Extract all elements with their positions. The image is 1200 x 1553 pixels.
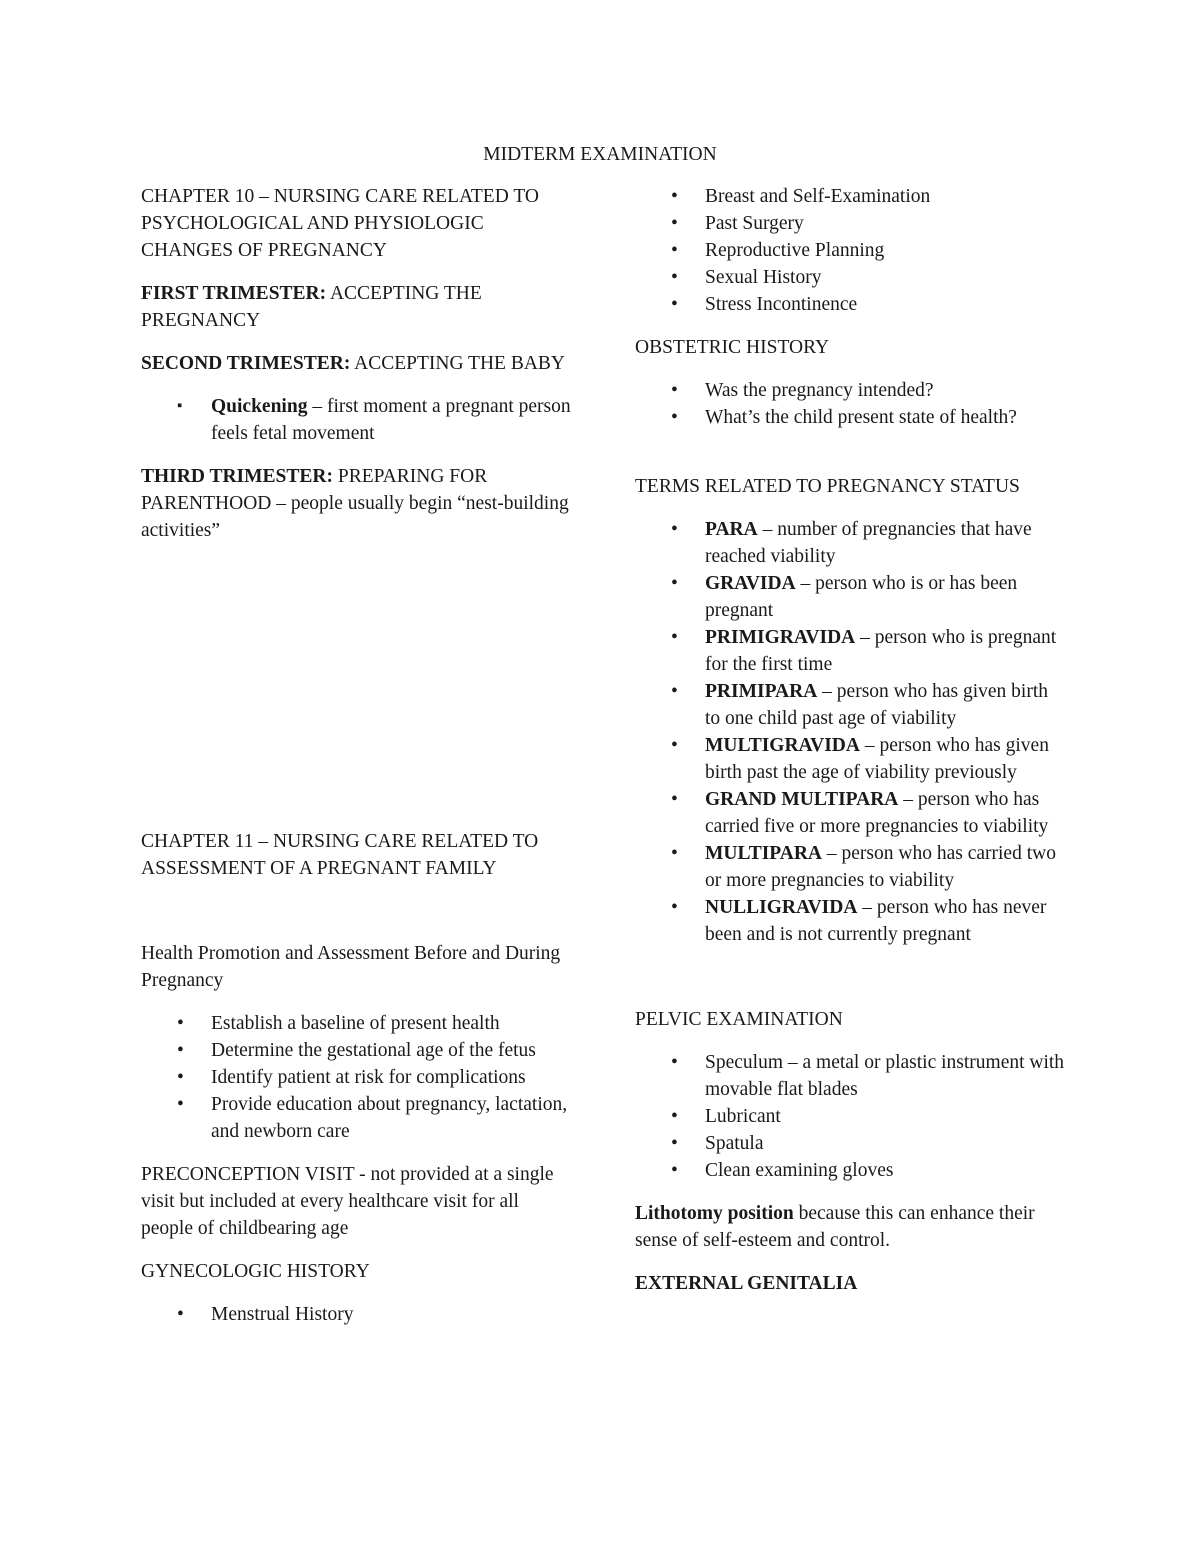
pelvic-examination-list [635,1049,1065,1184]
external-genitalia-heading: EXTERNAL GENITALIA [635,1273,858,1294]
bullet-icon: • [671,1106,678,1127]
first-trimester [141,280,571,334]
list-item: • Identify patient at risk for complications [141,1064,571,1091]
list-item: • MULTIGRAVIDA – person who has given birth past the age of viability previously [635,732,1065,786]
square-bullet-icon: ▪ [177,398,183,414]
quickening-term: Quickening [211,396,308,417]
bullet-icon: • [671,267,678,288]
bullet-icon: • [671,789,678,810]
gynecologic-history-heading: GYNECOLOGIC HISTORY [141,1261,370,1282]
bullet-icon: • [177,1094,184,1115]
bullet-icon: • [671,407,678,428]
list-item: • Speculum – a metal or plastic instrument with movable flat blades [635,1049,1065,1103]
right-column [635,183,1065,1297]
bullet-icon: • [671,240,678,261]
bullet-icon: • [671,186,678,207]
pelvic-examination-heading: PELVIC EXAMINATION [635,1009,843,1030]
list-item: • MULTIPARA – person who has carried two or more pregnancies to viability [635,840,1065,894]
bullet-icon: • [177,1040,184,1061]
list-item: • Was the pregnancy intended? [635,377,1065,404]
list-item: • NULLIGRAVIDA – person who has never been and is not currently pregnant [635,894,1065,948]
bullet-icon: • [671,897,678,918]
list-item: • PRIMIGRAVIDA – person who is pregnant for the first time [635,624,1065,678]
third-trimester-text: PREPARING FOR PARENTHOOD – people usually begin “nest-building activities” [141,466,569,541]
list-item: • Establish a baseline of present health [141,1010,571,1037]
list-item: • GRAVIDA – person who is or has been pregnant [635,570,1065,624]
second-trimester-label: SECOND TRIMESTER: [141,353,351,374]
list-item: • Stress Incontinence [635,291,1065,318]
list-item: • Sexual History [635,264,1065,291]
gynecologic-history-list-continued [635,183,1065,318]
obstetric-history-heading: OBSTETRIC HISTORY [635,337,830,358]
third-trimester-label: THIRD TRIMESTER: [141,466,333,487]
terms-heading: TERMS RELATED TO PREGNANCY STATUS [635,476,1020,497]
bullet-icon: • [671,573,678,594]
bullet-icon: • [671,843,678,864]
list-item: • What’s the child present state of health? [635,404,1065,431]
bullet-icon: • [671,1133,678,1154]
quickening-definition: – first moment a pregnant person feels fetal movement [211,396,571,444]
lithotomy-position [635,1200,1065,1254]
bullet-icon: • [671,735,678,756]
bullet-icon: • [177,1067,184,1088]
terms-list [635,516,1065,948]
bullet-icon: • [671,1052,678,1073]
health-promotion-list [141,1010,571,1145]
bullet-icon: • [671,519,678,540]
bullet-icon: • [671,380,678,401]
list-item [141,393,571,447]
chapter-10-heading: CHAPTER 10 – NURSING CARE RELATED TO PSYCHOLOGICAL AND PHYSIOLOGIC CHANGES OF PREGNANCY [141,186,539,261]
bullet-icon: • [671,681,678,702]
second-trimester [141,350,571,377]
obstetric-history-list [635,377,1065,431]
list-item: • Menstrual History [141,1301,571,1328]
left-column [141,183,571,1328]
list-item: • Spatula [635,1130,1065,1157]
list-item: • Breast and Self-Examination [635,183,1065,210]
bullet-icon: • [671,294,678,315]
list-item: • Reproductive Planning [635,237,1065,264]
lithotomy-term: Lithotomy position [635,1203,794,1224]
first-trimester-label: FIRST TRIMESTER: [141,283,327,304]
list-item: • GRAND MULTIPARA – person who has carried five or more pregnancies to viability [635,786,1065,840]
bullet-icon: • [177,1304,184,1325]
bullet-icon: • [671,213,678,234]
list-item: • Past Surgery [635,210,1065,237]
quickening-list [141,393,571,447]
bullet-icon: • [671,627,678,648]
bullet-icon: • [671,1160,678,1181]
gynecologic-history-list [141,1301,571,1328]
page-title: MIDTERM EXAMINATION [483,144,717,165]
list-item: • PRIMIPARA – person who has given birth to one child past age of viability [635,678,1065,732]
health-promotion-heading: Health Promotion and Assessment Before and During Pregnancy [141,943,561,991]
first-trimester-text: ACCEPTING THE PREGNANCY [141,283,482,331]
preconception-visit: PRECONCEPTION VISIT - not provided at a single visit but included at every healthcare visit for all people of childbearing age [141,1164,554,1239]
list-item: • Lubricant [635,1103,1065,1130]
third-trimester [141,463,571,544]
list-item: • Determine the gestational age of the fetus [141,1037,571,1064]
list-item: • Provide education about pregnancy, lactation, and newborn care [141,1091,571,1145]
lithotomy-text: because this can enhance their sense of self-esteem and control. [635,1203,1035,1251]
bullet-icon: • [177,1013,184,1034]
second-trimester-text: ACCEPTING THE BABY [350,353,566,374]
list-item: • Clean examining gloves [635,1157,1065,1184]
chapter-11-heading: CHAPTER 11 – NURSING CARE RELATED TO ASSESSMENT OF A PREGNANT FAMILY [141,831,539,879]
list-item: • PARA – number of pregnancies that have reached viability [635,516,1065,570]
